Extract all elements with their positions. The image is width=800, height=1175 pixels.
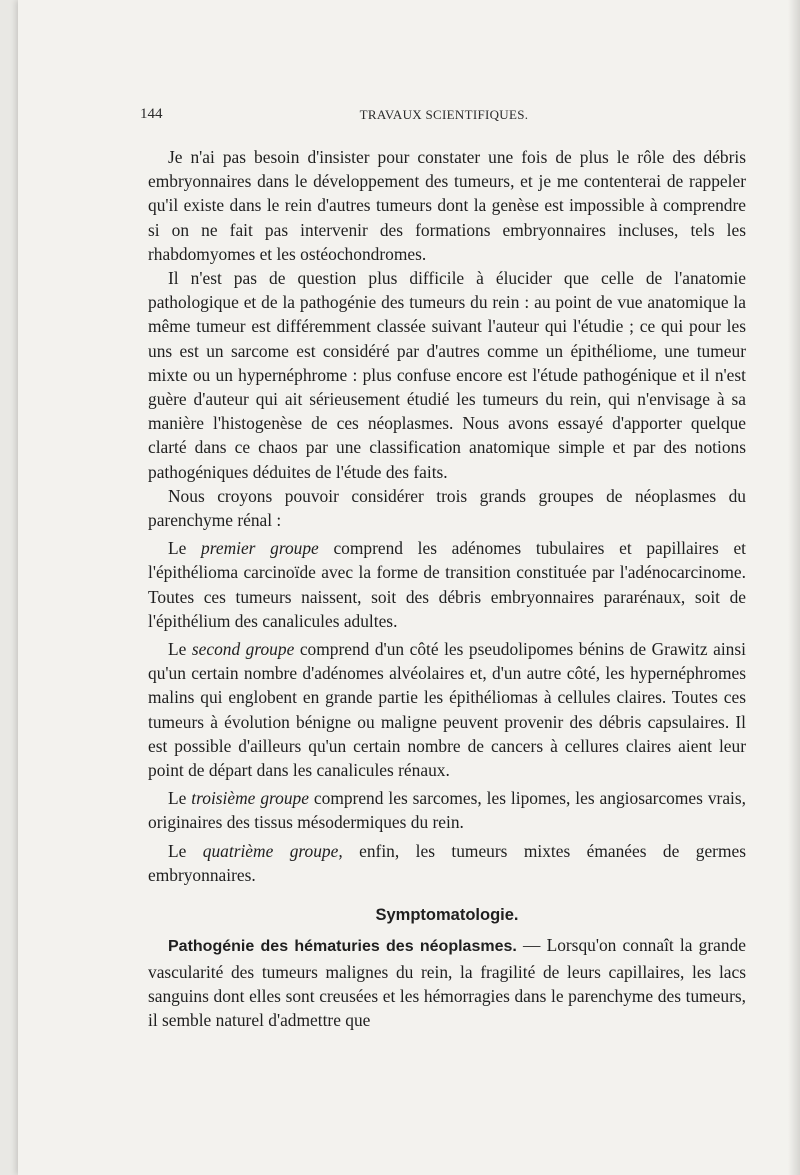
paragraph-body: — Lorsqu'on connaît la grande vascularité des tumeurs malignes du rein, la fragilité de leurs capillaires, les lacs sanguins dont elles sont creusées et les hémorragies dans le parenchyme des tumeurs, il semble naturel d'admettre que (148, 935, 746, 1030)
paragraph-3: Nous croyons pouvoir considérer trois grands groupes de néoplasmes du parenchyme rénal : (148, 485, 746, 531)
paragraph-hematuries (148, 933, 746, 1032)
paragraph-lead: Le (168, 639, 187, 660)
running-head (140, 106, 748, 130)
page-edge-shadow (788, 0, 800, 1175)
paragraph-body: comprend les sarcomes, les lipomes, les angiosarcomes vrais, originaires des tissus mésodermiques du rein. (148, 788, 746, 833)
group-label: quatrième groupe, (202, 840, 343, 861)
running-title: TRAVAUX SCIENTIFIQUES. (359, 107, 529, 122)
document-page (18, 0, 800, 1175)
paragraph-quatrieme-groupe (148, 839, 746, 887)
page-number: 144 (140, 106, 163, 122)
paragraph-body: comprend d'un côté les pseudolipomes bénins de Grawitz ainsi qu'un certain nombre d'adénomes alvéolaires et, d'un autre côté, les hypernéphromes malins qui englobent en grande partie les épithéliomas à cellules claires. Toutes ces tumeurs à évolution bénigne ou maligne peuvent provenir des débris capsulaires. Il est possible d'ailleurs qu'un certain nombre de cancers à cellures claires aient leur point de départ dans les canalicules rénaux. (148, 639, 746, 781)
section-title: Symptomatologie. (375, 906, 519, 925)
paragraph-2: Il n'est pas de question plus difficile à élucider que celle de l'anatomie pathologique et de la pathogénie des tumeurs du rein : au point de vue anatomique la même tumeur est différemment classée suivant l'auteur qui l'étudie ; ce qui pour les uns est un sarcome est considéré par d'autres comme un épithéliome, une tumeur mixte ou un hypernéphrome : plus confuse encore est l'étude pathogénique et il n'est guère d'auteur qui ait sérieusement étudié les tumeurs du rein, qui n'envisage à sa manière l'histogenèse de ces néoplasmes. Nous avons essayé d'apporter quelque clarté dans ce chaos par une classification anatomique simple et par des notions pathogéniques déduites de l'étude des faits. (148, 268, 746, 482)
paragraph-lead: Le (168, 538, 187, 559)
paragraph-premier-groupe (148, 536, 746, 633)
paragraph-body: comprend les adénomes tubulaires et papillaires et l'épithélioma carcinoïde avec la forme de transition constituée par l'adénocarcinome. Toutes ces tumeurs naissent, soit des débris embryonnaires pararénaux, soit de l'épithélium des canalicules adultes. (148, 538, 746, 631)
paragraph-lead: Le (168, 788, 187, 809)
body-text (148, 145, 746, 1032)
paragraph-1: Je n'ai pas besoin d'insister pour constater une fois de plus le rôle des débris embryonnaires dans le développement des tumeurs, et je me contenterai de rappeler qu'il existe dans le rein d'autres tumeurs dont la genèse est impossible à comprendre si on ne fait pas intervenir des formations embryonnaires incluses, tels les rhabdomyomes et les ostéochondromes. (148, 147, 746, 264)
group-label: premier groupe (201, 538, 319, 559)
paragraph-second-groupe (148, 637, 746, 782)
group-label: second groupe (191, 639, 295, 660)
runin-heading: Pathogénie des hématuries des néoplasmes. (168, 938, 517, 956)
paragraph-lead: Le (168, 840, 187, 861)
paragraph-troisieme-groupe (148, 786, 746, 834)
group-label: troisième groupe (191, 788, 309, 809)
paragraph-body: enfin, les tumeurs mixtes émanées de germes embryonnaires. (148, 840, 746, 885)
